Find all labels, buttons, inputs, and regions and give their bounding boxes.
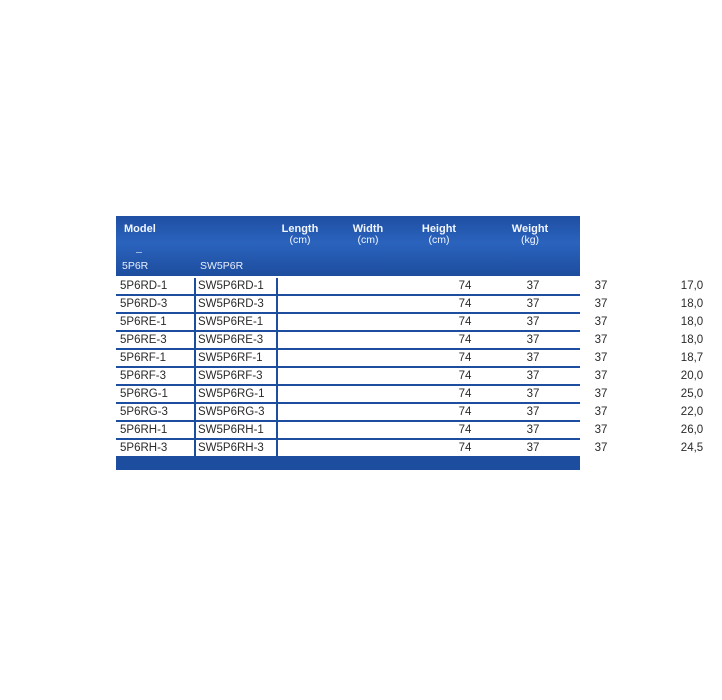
- weight-value: 20,0: [680, 370, 704, 382]
- table-row: [116, 332, 704, 350]
- width-value: 37: [526, 334, 540, 346]
- model-sw5p6r-cell: SW5P6RF-3: [196, 368, 276, 384]
- series-header-5p6r: 5P6R: [122, 260, 149, 272]
- length-value: 74: [458, 388, 472, 400]
- length-value: 74: [458, 442, 472, 454]
- model-5p6r-cell: 5P6RH-1: [116, 422, 194, 438]
- model-5p6r-cell: 5P6RE-1: [116, 314, 194, 330]
- weight-value: 18,0: [680, 316, 704, 328]
- table-row: [116, 422, 704, 440]
- height-value: 37: [594, 388, 608, 400]
- length-value: 74: [458, 370, 472, 382]
- weight-value: 18,0: [680, 334, 704, 346]
- length-value: 74: [458, 298, 472, 310]
- length-label: Length: [281, 223, 319, 235]
- width-value: 37: [526, 352, 540, 364]
- series-header-sw5p6r: SW5P6R: [200, 260, 244, 272]
- width-value: 37: [526, 316, 540, 328]
- table-row: [116, 350, 704, 368]
- width-value: 37: [526, 388, 540, 400]
- weight-value: 18,0: [680, 298, 704, 310]
- width-value: 37: [526, 370, 540, 382]
- spec-table: [116, 216, 704, 470]
- table-row: [116, 278, 704, 296]
- weight-unit: (kg): [520, 234, 540, 246]
- table-row: [116, 386, 704, 404]
- height-value: 37: [594, 442, 608, 454]
- width-value: 37: [526, 280, 540, 292]
- width-value: 37: [526, 406, 540, 418]
- table-row: [116, 314, 704, 332]
- weight-header: [500, 224, 560, 246]
- dimensions-cell: [278, 422, 704, 438]
- length-value: 74: [458, 406, 472, 418]
- model-5p6r-cell: 5P6RD-3: [116, 296, 194, 312]
- weight-value: 22,0: [680, 406, 704, 418]
- model-5p6r-cell: 5P6RD-1: [116, 278, 194, 294]
- model-5p6r-cell: 5P6RF-1: [116, 350, 194, 366]
- length-unit: (cm): [289, 234, 311, 246]
- weight-value: 24,5: [680, 442, 704, 454]
- dimensions-cell: [278, 296, 704, 312]
- width-value: 37: [526, 442, 540, 454]
- table-row: [116, 296, 704, 314]
- dimensions-cell: [278, 386, 704, 402]
- width-value: 37: [526, 424, 540, 436]
- model-sw5p6r-cell: SW5P6RE-1: [196, 314, 276, 330]
- table-row: [116, 368, 704, 386]
- model-5p6r-cell: 5P6RG-1: [116, 386, 194, 402]
- model-sw5p6r-cell: SW5P6RG-1: [196, 386, 276, 402]
- model-sw5p6r-cell: SW5P6RG-3: [196, 404, 276, 420]
- height-value: 37: [594, 352, 608, 364]
- length-header: [276, 224, 324, 246]
- header-divider: [136, 252, 142, 253]
- width-label: Width: [352, 223, 384, 235]
- model-5p6r-cell: 5P6RE-3: [116, 332, 194, 348]
- weight-value: 18,7: [680, 352, 704, 364]
- dimensions-cell: [278, 368, 704, 384]
- model-sw5p6r-cell: SW5P6RD-3: [196, 296, 276, 312]
- dimensions-cell: [278, 332, 704, 348]
- height-unit: (cm): [428, 234, 450, 246]
- dimensions-cell: [278, 350, 704, 366]
- height-value: 37: [594, 424, 608, 436]
- table-row: [116, 440, 704, 458]
- height-value: 37: [594, 316, 608, 328]
- weight-value: 26,0: [680, 424, 704, 436]
- length-value: 74: [458, 334, 472, 346]
- dimensions-cell: [278, 314, 704, 330]
- model-sw5p6r-cell: SW5P6RF-1: [196, 350, 276, 366]
- table-row: [116, 404, 704, 422]
- width-header: [344, 224, 392, 246]
- height-value: 37: [594, 406, 608, 418]
- model-sw5p6r-cell: SW5P6RH-1: [196, 422, 276, 438]
- model-sw5p6r-cell: SW5P6RE-3: [196, 332, 276, 348]
- model-sw5p6r-cell: SW5P6RD-1: [196, 278, 276, 294]
- height-label: Height: [421, 223, 457, 235]
- model-5p6r-cell: 5P6RH-3: [116, 440, 194, 456]
- dimensions-cell: [278, 404, 704, 420]
- height-value: 37: [594, 298, 608, 310]
- dimensions-cell: [278, 440, 704, 456]
- weight-value: 17,0: [680, 280, 704, 292]
- table-body: [116, 278, 704, 470]
- length-value: 74: [458, 352, 472, 364]
- dimensions-cell: [278, 278, 704, 294]
- table-header: [116, 216, 580, 276]
- weight-label: Weight: [511, 223, 549, 235]
- width-value: 37: [526, 298, 540, 310]
- height-value: 37: [594, 334, 608, 346]
- length-value: 74: [458, 316, 472, 328]
- height-header: [412, 224, 466, 246]
- length-value: 74: [458, 424, 472, 436]
- model-5p6r-cell: 5P6RG-3: [116, 404, 194, 420]
- model-sw5p6r-cell: SW5P6RH-3: [196, 440, 276, 456]
- height-value: 37: [594, 370, 608, 382]
- length-value: 74: [458, 280, 472, 292]
- model-header: Model: [124, 223, 156, 235]
- model-5p6r-cell: 5P6RF-3: [116, 368, 194, 384]
- weight-value: 25,0: [680, 388, 704, 400]
- width-unit: (cm): [357, 234, 379, 246]
- height-value: 37: [594, 280, 608, 292]
